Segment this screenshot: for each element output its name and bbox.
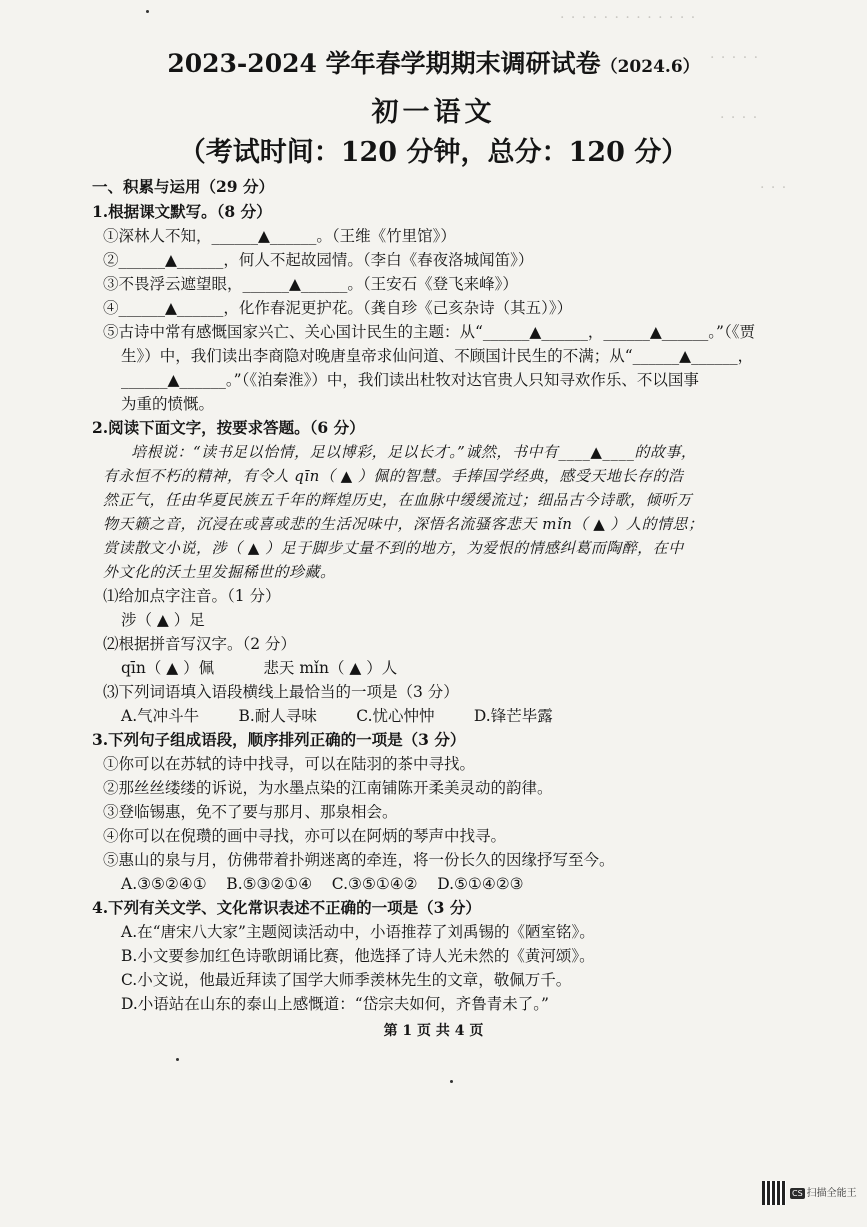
- camscanner-logo-icon: CS: [792, 1189, 803, 1198]
- q1-item-cont: 生》）中，我们读出李商隐对晚唐皇帝求仙问道、不顾国计民生的不满；从“______▲______，: [121, 347, 754, 365]
- bleed-through-mark: · · · · ·: [710, 50, 760, 66]
- q2-sub: ⑴给加点字注音。（1 分）: [103, 587, 281, 605]
- q3-sentence: ①你可以在苏轼的诗中找寻，可以在陆羽的茶中寻找。: [103, 755, 476, 773]
- qr-code-icon: [762, 1181, 786, 1205]
- subject-title: 初一语文: [371, 97, 496, 128]
- exam-info: （考试时间：120 分钟，总分：120 分）: [178, 137, 689, 168]
- q2-options: A.气冲斗牛 B.耐人寻味 C.忧心忡忡 D.锋芒毕露: [121, 707, 553, 725]
- q2-passage: 培根说：“读书足以怡情，足以博彩，足以长才。”诚然，书中有____▲____的故事，: [131, 443, 697, 461]
- scanner-badge-text: 扫描全能王: [806, 1188, 857, 1199]
- q2-passage: 有永恒不朽的精神，有令人 qīn（ ▲ ）佩的智慧。手捧国学经典，感受天地长存的浩: [103, 467, 684, 485]
- q2-passage: 物天籁之音，沉浸在或喜或悲的生活况味中，深悟名流骚客悲天 mǐn（ ▲ ）人的情思；: [103, 515, 704, 533]
- exam-title-text: 2023-2024 学年春学期期末调研试卷: [167, 49, 601, 78]
- scan-speck: [146, 10, 149, 13]
- question-1: 1.根据课文默写。（8 分）: [92, 202, 272, 221]
- q4-option: D.小语站在山东的泰山上感慨道：“岱宗夫如何，齐鲁青未了。”: [121, 995, 549, 1013]
- q2-passage: 赏读散文小说，涉（ ▲ ）足于脚步丈量不到的地方，为爱恨的情感纠葛而陶醉，在中: [103, 539, 684, 557]
- q1-item: ②______▲______，何人不起故园情。（李白《春夜洛城闻笛》）: [103, 251, 534, 269]
- q3-sentence: ④你可以在倪瓒的画中寻找，亦可以在阿炳的琴声中找寻。: [103, 827, 507, 845]
- q2-sub: ⑶下列词语填入语段横线上最恰当的一项是（3 分）: [103, 683, 459, 701]
- page-footer: 第 1 页 共 4 页: [383, 1023, 484, 1039]
- q1-item: ④______▲______，化作春泥更护花。（龚自珍《己亥杂诗（其五）》）: [103, 299, 573, 317]
- scanner-badge: [790, 1184, 857, 1199]
- question-4: 4.下列有关文学、文化常识表述不正确的一项是（3 分）: [92, 898, 481, 917]
- q2-passage: 外文化的沃土里发掘稀世的珍藏。: [103, 563, 336, 581]
- q1-item: ⑤古诗中常有感慨国家兴亡、关心国计民生的主题：从“______▲______，______▲______。”（《贾: [103, 323, 755, 341]
- q3-options: A.③⑤②④① B.⑤③②①④ C.③⑤①④② D.⑤①④②③: [121, 875, 524, 893]
- section-heading: 一、积累与运用（29 分）: [92, 177, 274, 196]
- scan-speck: [450, 1080, 453, 1083]
- q1-item: ①深林人不知，______▲______。（王维《竹里馆》）: [103, 227, 456, 245]
- q1-item-cont: 为重的愤慨。: [121, 395, 215, 413]
- q4-option: A.在“唐宋八大家”主题阅读活动中，小语推荐了刘禹锡的《陋室铭》。: [121, 923, 595, 941]
- bleed-through-mark: · · ·: [760, 180, 788, 196]
- bleed-through-mark: · · · · · · · · · · · · ·: [560, 10, 697, 26]
- scan-speck: [176, 1058, 179, 1061]
- q2-passage: 然正气，任由华夏民族五千年的辉煌历史，在血脉中缓缓流过；细品古今诗歌，倾听万: [103, 491, 693, 509]
- q3-sentence: ②那丝丝缕缕的诉说，为水墨点染的江南铺陈开柔美灵动的韵律。: [103, 779, 553, 797]
- q2-sub-answer: 涉（ ▲ ）足: [121, 611, 205, 629]
- bleed-through-mark: · · · ·: [720, 110, 759, 126]
- q4-option: B.小文要参加红色诗歌朗诵比赛，他选择了诗人光未然的《黄河颂》。: [121, 947, 595, 965]
- q3-sentence: ⑤惠山的泉与月，仿佛带着扑朔迷离的牵连，将一份长久的因缘抒写至今。: [103, 851, 615, 869]
- exam-date: （2024.6）: [600, 57, 700, 77]
- q2-sub-answer: qīn（ ▲ ）佩 悲天 mǐn（ ▲ ）人: [121, 659, 398, 677]
- exam-title: [0, 44, 867, 80]
- q2-sub: ⑵根据拼音写汉字。（2 分）: [103, 635, 297, 653]
- question-3: 3.下列句子组成语段，顺序排列正确的一项是（3 分）: [92, 730, 466, 749]
- q4-option: C.小文说，他最近拜读了国学大师季羡林先生的文章，敬佩万千。: [121, 971, 572, 989]
- q1-item: ③不畏浮云遮望眼，______▲______。（王安石《登飞来峰》）: [103, 275, 518, 293]
- q3-sentence: ③登临锡惠，免不了要与那月、那泉相会。: [103, 803, 398, 821]
- q1-item-cont: ______▲______。”（《泊秦淮》）中，我们读出杜牧对达官贵人只知寻欢作乐、不以国事: [121, 371, 699, 389]
- question-2: 2.阅读下面文字，按要求答题。（6 分）: [92, 418, 365, 437]
